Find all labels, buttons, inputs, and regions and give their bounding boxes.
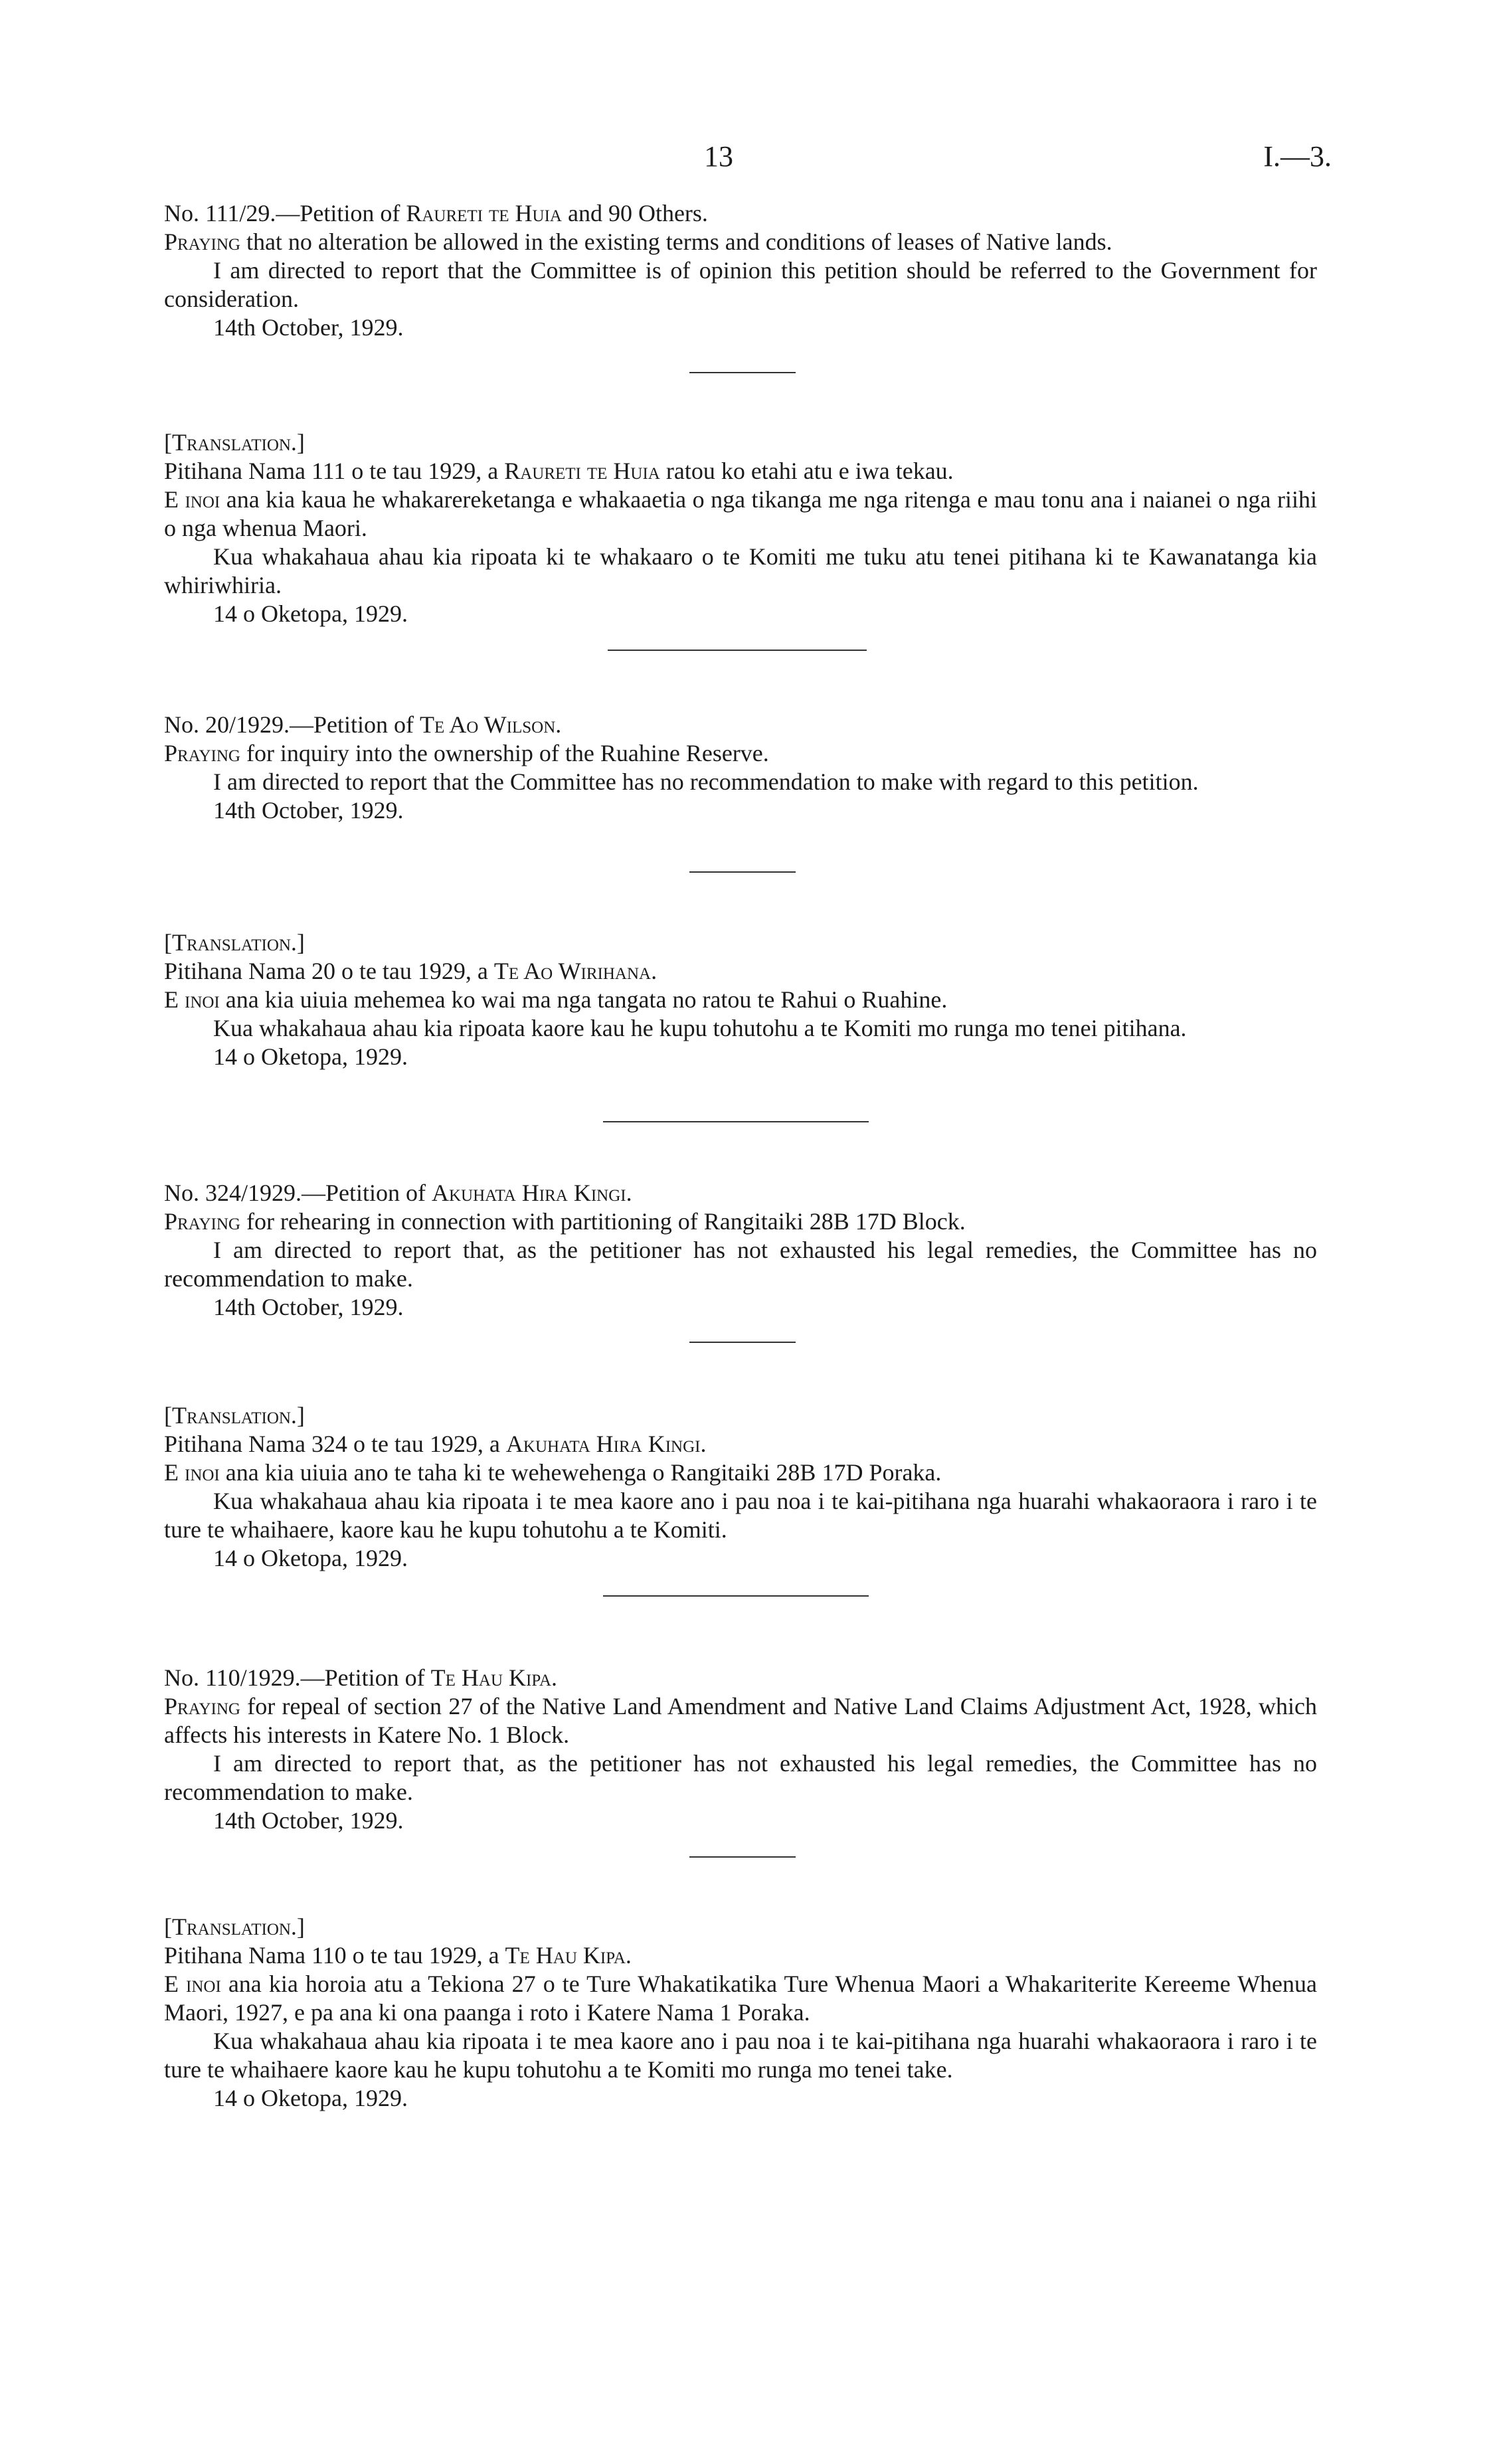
translation-section	[164, 428, 1317, 628]
report-date: 14 o Oketopa, 1929.	[213, 1545, 408, 1571]
prayer-paragraph	[164, 986, 1317, 1014]
prayer-text: ana kia uiuia ano te taha ki te wehewehenga o Rangitaiki 28B 17D Poraka.	[219, 1459, 942, 1486]
prayer-text: ana kia horoia atu a Tekiona 27 o te Ture Whakatikatika Ture Whenua Maori a Whakariterite Kereeme Whenua Maori, 1927, e pa ana ki ona paanga i roto i Katere Nama 1 Poraka.	[164, 1971, 1318, 2026]
report-paragraph: I am directed to report that the Committee is of opinion this petition should be referred to the Government for consideration.	[164, 257, 1317, 312]
report-date: 14 o Oketopa, 1929.	[213, 2085, 408, 2111]
petition-section	[164, 199, 1317, 342]
prayer-paragraph	[164, 228, 1317, 256]
section-divider	[603, 1121, 869, 1122]
petition-title	[164, 199, 1317, 228]
prayer-text: for repeal of section 27 of the Native Land Amendment and Native Land Claims Adjustment Act, 1928, which affects his interests in Katere No. 1 Block.	[164, 1693, 1317, 1748]
title-text: .	[626, 1180, 632, 1206]
report-date: 14 o Oketopa, 1929.	[213, 1043, 408, 1070]
section-divider	[689, 1856, 796, 1858]
title-text: No. 324/1929.—Petition of	[164, 1180, 432, 1206]
page-number: 13	[704, 140, 733, 173]
title-text: Pitihana Nama 111 o te tau 1929, a	[164, 458, 505, 484]
petition-section	[164, 1664, 1317, 1835]
report-date: 14th October, 1929.	[213, 1294, 404, 1320]
title-text: Pitihana Nama 110 o te tau 1929, a	[164, 1942, 505, 1969]
prayer-text: ana kia kaua he whakarereketanga e whakaaetia o nga tikanga me nga ritenga e mau tonu ana i naianei o nga riihi o nga whenua Maori.	[164, 486, 1317, 541]
report-paragraph: Kua whakahaua ahau kia ripoata kaore kau he kupu tohutohu a te Komiti mo runga mo tenei pitihana.	[213, 1015, 1187, 1041]
section-divider	[603, 1595, 869, 1597]
prayer-text: that no alteration be allowed in the existing terms and conditions of leases of Native lands.	[240, 228, 1112, 255]
prayer-paragraph	[164, 1692, 1317, 1749]
petition-title	[164, 1941, 1317, 1970]
petitioner-name: Raureti te Huia	[406, 200, 562, 226]
petitioner-name: Raureti te Huia	[504, 458, 660, 484]
prayer-paragraph	[164, 739, 1317, 768]
document-reference: I.—3.	[1263, 140, 1332, 173]
title-text: Pitihana Nama 20 o te tau 1929, a	[164, 958, 494, 984]
report-date: 14th October, 1929.	[213, 797, 404, 824]
prayer-lead: Praying	[164, 228, 240, 255]
title-text: .	[651, 958, 658, 984]
prayer-text: for inquiry into the ownership of the Ruahine Reserve.	[240, 740, 769, 766]
prayer-paragraph	[164, 1207, 1317, 1236]
title-text: .	[700, 1431, 707, 1457]
report-paragraph: I am directed to report that, as the petitioner has not exhausted his legal remedies, the Committee has no recommendation to make.	[164, 1750, 1317, 1805]
petition-title	[164, 711, 1317, 739]
title-text: No. 110/1929.—Petition of	[164, 1664, 431, 1691]
petitioner-name: Te Hau Kipa	[430, 1664, 552, 1691]
title-text: .	[551, 1664, 558, 1691]
prayer-lead: Praying	[164, 1208, 240, 1235]
prayer-paragraph	[164, 485, 1317, 543]
prayer-lead: E inoi	[164, 986, 220, 1013]
petitioner-name: Te Hau Kipa	[505, 1942, 626, 1969]
section-divider	[689, 1342, 796, 1343]
translation-section	[164, 1401, 1317, 1573]
petitioner-name: Akuhata Hira Kingi	[432, 1180, 626, 1206]
petition-title	[164, 457, 1317, 485]
title-text: .	[625, 1942, 632, 1969]
prayer-lead: E inoi	[164, 1971, 221, 1997]
petitioner-name: Akuhata Hira Kingi	[505, 1431, 701, 1457]
prayer-text: for rehearing in connection with partitioning of Rangitaiki 28B 17D Block.	[240, 1208, 966, 1235]
title-text: No. 111/29.—Petition of	[164, 200, 406, 226]
translation-label: [Translation.]	[164, 1913, 305, 1940]
section-divider	[689, 372, 796, 373]
title-text: No. 20/1929.—Petition of	[164, 711, 420, 738]
prayer-lead: E inoi	[164, 1459, 220, 1486]
translation-label: [Translation.]	[164, 929, 305, 956]
prayer-lead: Praying	[164, 1693, 240, 1719]
title-text: and 90 Others.	[561, 200, 708, 226]
title-text: .	[555, 711, 562, 738]
translation-section	[164, 1913, 1317, 2113]
report-date: 14 o Oketopa, 1929.	[213, 600, 408, 627]
report-date: 14th October, 1929.	[213, 1807, 404, 1834]
prayer-lead: Praying	[164, 740, 240, 766]
petitioner-name: Te Ao Wilson	[420, 711, 556, 738]
section-divider	[689, 871, 796, 873]
section-divider	[608, 650, 867, 651]
petition-section	[164, 1179, 1317, 1322]
page-header	[0, 139, 1491, 179]
translation-label: [Translation.]	[164, 429, 305, 456]
petition-title	[164, 1179, 1317, 1207]
report-paragraph: I am directed to report that the Committee has no recommendation to make with regard to this petition.	[213, 768, 1199, 795]
report-paragraph: Kua whakahaua ahau kia ripoata i te mea kaore ano i pau noa i te kai-pitihana nga huarahi whakaoraora i raro i te ture te whaihaere kaore kau he kupu tohutohu a te Komiti mo runga mo tenei take.	[164, 2028, 1317, 2083]
report-paragraph: Kua whakahaua ahau kia ripoata ki te whakaaro o te Komiti me tuku atu tenei pitihana ki te Kawanatanga kia whiriwhiria.	[164, 543, 1317, 598]
report-paragraph: Kua whakahaua ahau kia ripoata i te mea kaore ano i pau noa i te kai-pitihana nga huarahi whakaoraora i raro i te ture te whaihaere, kaore kau he kupu tohutohu a te Komiti.	[164, 1488, 1317, 1543]
petition-title	[164, 1664, 1317, 1692]
prayer-lead: E inoi	[164, 486, 220, 513]
prayer-paragraph	[164, 1458, 1317, 1487]
translation-label: [Translation.]	[164, 1402, 305, 1429]
report-paragraph: I am directed to report that, as the petitioner has not exhausted his legal remedies, the Committee has no recommendation to make.	[164, 1237, 1317, 1292]
translation-section	[164, 928, 1317, 1071]
petition-title	[164, 1430, 1317, 1458]
title-text: ratou ko etahi atu e iwa tekau.	[659, 458, 954, 484]
prayer-paragraph	[164, 1970, 1317, 2027]
petition-title	[164, 957, 1317, 986]
report-date: 14th October, 1929.	[213, 314, 404, 341]
petition-section	[164, 711, 1317, 825]
title-text: Pitihana Nama 324 o te tau 1929, a	[164, 1431, 506, 1457]
petitioner-name: Te Ao Wirihana	[493, 958, 652, 984]
prayer-text: ana kia uiuia mehemea ko wai ma nga tangata no ratou te Rahui o Ruahine.	[219, 986, 948, 1013]
